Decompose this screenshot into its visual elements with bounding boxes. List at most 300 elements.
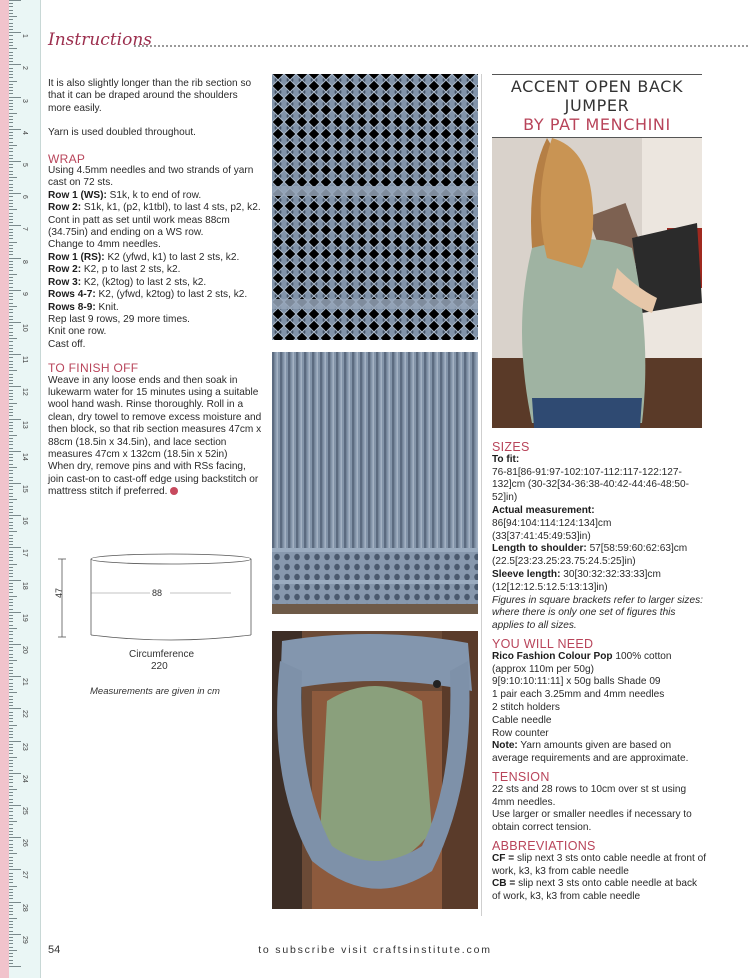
ruler-tick (9, 554, 13, 555)
ruler-tick (9, 270, 13, 271)
ruler-tick (9, 374, 13, 375)
ruler-tick (9, 914, 13, 915)
ruler-tick (9, 77, 13, 78)
ruler-tick (9, 628, 17, 629)
ruler-number: 18 (21, 581, 28, 590)
end-dot-icon (170, 487, 178, 495)
ruler-number: 29 (21, 935, 28, 944)
ruler-tick (9, 74, 13, 75)
ruler-tick (9, 496, 13, 497)
ruler-tick (9, 460, 13, 461)
ruler-tick (9, 621, 13, 622)
ruler-tick (9, 860, 13, 861)
tension-advice: Use larger or smaller needles if necessary to obtain correct tension. (492, 809, 692, 834)
ruler-tick (9, 448, 13, 449)
ruler-tick (9, 338, 17, 339)
ruler-tick (9, 828, 13, 829)
ruler-tick (9, 428, 13, 429)
ruler-tick (9, 242, 17, 243)
ruler-tick (9, 48, 17, 49)
ruler-tick (9, 509, 13, 510)
ruler-tick (9, 525, 13, 526)
ruler-tick (9, 815, 13, 816)
ruler-tick (9, 753, 13, 754)
ruler-tick (9, 831, 13, 832)
ruler-tick (9, 834, 13, 835)
ruler-tick (9, 902, 21, 903)
ruler-tick (9, 631, 13, 632)
length-value: 57[58:59:60:62:63]cm (22.5[23:23.25:23.75:24.5:25]in) (492, 543, 688, 568)
ruler-number: 10 (21, 324, 28, 332)
ruler-tick (9, 618, 13, 619)
ruler-tick (9, 799, 13, 800)
ruler-tick (9, 129, 21, 130)
ruler-tick (9, 277, 13, 278)
finish-paragraph: Weave in any loose ends and then soak in lukewarm water for 15 minutes using a suitable wool hand wash. Rinse thoroughly. Roll in a clean, dry towel to remove excess moisture and then block, so that rib section measures 47cm x 88cm (18.5in x 34.5in), and lace section measures 47cm x 132cm (18.5in x 52in) (48, 374, 262, 460)
ruler-tick (9, 274, 17, 275)
ruler-tick (9, 844, 13, 845)
material-item: 1 pair each 3.25mm and 4mm needles (492, 689, 665, 701)
ruler-tick (9, 515, 21, 516)
ruler-tick (9, 35, 13, 36)
ruler-tick (9, 283, 13, 284)
ruler-tick (9, 702, 13, 703)
ruler-tick (9, 766, 13, 767)
row-text: Change to 4mm needles. (48, 239, 161, 251)
row-label: Row 1 (WS): (48, 189, 107, 201)
ruler-tick (9, 431, 13, 432)
title-line-1: ACCENT OPEN BACK (510, 77, 684, 96)
ruler-tick (9, 312, 13, 313)
ruler-tick (9, 309, 13, 310)
ruler-tick (9, 779, 13, 780)
ruler-tick (9, 589, 13, 590)
ruler-tick (9, 177, 17, 178)
ruler-tick (9, 235, 13, 236)
yarn-name: Rico Fashion Colour Pop (492, 650, 613, 662)
wrap-row-line (48, 239, 263, 251)
row-text: Cast off. (48, 338, 86, 350)
ruler-number: 4 (21, 130, 28, 135)
ruler-tick (9, 203, 13, 204)
ruler-tick (9, 898, 13, 899)
ruler-number: 19 (21, 613, 28, 622)
ruler-tick (9, 403, 17, 404)
ruler-tick (9, 853, 17, 854)
ruler-tick (9, 422, 13, 423)
row-label: Rows 4-7: (48, 289, 96, 301)
ruler-tick (9, 32, 21, 33)
ruler-tick (9, 16, 17, 17)
intro-yarn-note: Yarn is used doubled throughout. (48, 127, 196, 139)
ruler-tick (9, 499, 17, 500)
ruler-tick (9, 6, 13, 7)
row-text: K2, p to last 2 sts, k2. (81, 264, 181, 276)
ruler-tick (9, 200, 13, 201)
ruler-tick (9, 26, 13, 27)
ruler-tick (9, 940, 13, 941)
wrap-row-line (48, 339, 263, 351)
ruler-tick (9, 348, 13, 349)
sleeve-value: 30[30:32:32:33:33]cm (12[12:12.5:12.5:13:13]in) (492, 568, 661, 593)
ruler-tick (9, 956, 13, 957)
ruler-tick (9, 328, 13, 329)
ruler-tick (9, 290, 21, 291)
ruler-tick (9, 625, 13, 626)
ruler-tick (9, 560, 13, 561)
ruler-number: 28 (21, 903, 28, 912)
ruler-number: 14 (21, 452, 28, 461)
ruler-tick (9, 602, 13, 603)
ruler-tick (9, 454, 13, 455)
ruler-tick (9, 451, 21, 452)
page-header (48, 30, 748, 54)
wrap-row-line (48, 202, 263, 214)
ruler-tick (9, 728, 13, 729)
ruler-number: 23 (21, 742, 28, 751)
ruler-tick (9, 264, 13, 265)
ruler-tick (9, 757, 17, 758)
tension-text: 22 sts and 28 rows to 10cm over st st using 4mm needles. (492, 783, 687, 808)
ruler-tick (9, 335, 13, 336)
ruler-tick (9, 699, 13, 700)
wrap-row-line (48, 264, 263, 276)
ruler-tick (9, 869, 21, 870)
ruler-tick (9, 213, 13, 214)
cf-label: CF = (492, 852, 515, 864)
ruler-tick (9, 760, 13, 761)
ruler-tick (9, 918, 17, 919)
ruler-number: 16 (21, 517, 28, 525)
ruler-tick (9, 570, 13, 571)
ruler-tick (9, 911, 13, 912)
finish-heading: TO FINISH OFF (48, 361, 139, 376)
ruler-tick (9, 725, 17, 726)
ruler-tick (9, 895, 13, 896)
ruler-tick (9, 351, 13, 352)
ruler-number: 6 (21, 195, 28, 200)
actual-measurement-label: Actual measurement: (492, 504, 595, 516)
ruler-tick (9, 663, 13, 664)
ruler-tick (9, 609, 13, 610)
ruler-tick (9, 13, 13, 14)
ruler-tick (9, 531, 17, 532)
diagram-caption: Measurements are given in cm (90, 686, 220, 697)
ruler-tick (9, 55, 13, 56)
fit-label: To fit: (492, 453, 520, 465)
ruler-number: 22 (21, 710, 28, 719)
ruler-tick (9, 322, 21, 323)
ruler-tick (9, 457, 13, 458)
ruler-tick (9, 196, 13, 197)
ruler-tick (9, 319, 13, 320)
ruler-tick (9, 660, 17, 661)
ruler-tick (9, 245, 13, 246)
ruler-tick (9, 332, 13, 333)
ruler-tick (9, 325, 13, 326)
ruler-tick (9, 174, 13, 175)
ruler-tick (9, 444, 13, 445)
row-label: Row 2: (48, 202, 82, 214)
ruler-tick (9, 715, 13, 716)
ruler-tick (9, 71, 13, 72)
ruler-tick (9, 654, 13, 655)
ruler-tick (9, 180, 13, 181)
ruler-number: 3 (21, 98, 28, 103)
ruler-tick (9, 293, 13, 294)
ruler-tick (9, 696, 13, 697)
ruler-number: 8 (21, 259, 28, 264)
ruler-tick (9, 518, 13, 519)
column-divider (481, 74, 482, 916)
ruler-tick (9, 782, 13, 783)
ruler-tick (9, 689, 13, 690)
model-wearing-wrap-photo (272, 631, 478, 909)
ruler-tick (9, 776, 13, 777)
ruler-tick (9, 541, 13, 542)
ruler-tick (9, 557, 13, 558)
ruler-tick (9, 657, 13, 658)
ruler-tick (9, 583, 13, 584)
ruler-tick (9, 306, 17, 307)
lace-swatch-photo (272, 74, 478, 340)
ruler-tick (9, 483, 21, 484)
ruler-tick (9, 42, 13, 43)
ruler-tick (9, 219, 13, 220)
ruler-tick (9, 857, 13, 858)
material-item: Row counter (492, 727, 549, 739)
ruler-tick (9, 873, 13, 874)
ruler-tick (9, 119, 13, 120)
tension-heading: TENSION (492, 769, 550, 784)
row-text: Knit one row. (48, 326, 107, 338)
ruler-number: 7 (21, 227, 28, 232)
row-text: K2, (k2tog) to last 2 sts, k2. (81, 276, 207, 288)
ruler-tick (9, 683, 13, 684)
ruler-tick (9, 676, 21, 677)
ruler-tick (9, 412, 13, 413)
ruler-tick (9, 535, 13, 536)
circumference-label: Circumference (129, 649, 195, 660)
ruler-tick (9, 367, 13, 368)
ruler-tick (9, 216, 13, 217)
ruler-tick (9, 934, 21, 935)
ruler-tick (9, 528, 13, 529)
ruler-tick (9, 770, 13, 771)
ruler-tick (9, 863, 13, 864)
ruler-tick (9, 506, 13, 507)
ruler-tick (9, 438, 13, 439)
row-label: Row 3: (48, 276, 82, 288)
ruler-tick (9, 567, 13, 568)
ruler-tick (9, 167, 13, 168)
wrap-row-line (48, 190, 263, 202)
ruler-number: 21 (21, 678, 28, 686)
ruler-tick (9, 808, 13, 809)
ruler-tick (9, 670, 13, 671)
ruler-tick (9, 409, 13, 410)
ruler-tick (9, 113, 17, 114)
ruler-tick (9, 750, 13, 751)
ruler-tick (9, 908, 13, 909)
ruler-tick (9, 931, 13, 932)
ruler-tick (9, 773, 21, 774)
row-label: Row 1 (RS): (48, 251, 105, 263)
ruler-tick (9, 415, 13, 416)
wrap-row-line (48, 215, 263, 240)
ruler-tick (9, 90, 13, 91)
ruler-tick (9, 386, 21, 387)
length-label: Length to shoulder: (492, 543, 587, 555)
ruler-tick (9, 512, 13, 513)
ruler-tick (9, 52, 13, 53)
row-text: Cont in patt as set until work meas 88cm (34.75in) and ending on a WS row. (48, 214, 230, 239)
row-text: Knit. (95, 301, 119, 313)
ruler-tick (9, 39, 13, 40)
ruler-tick (9, 818, 13, 819)
ruler-tick (9, 731, 13, 732)
pattern-details-column (492, 441, 707, 904)
finish-paragraph-2: When dry, remove pins and with RSs facing, join cast-on to cast-off edge using backstitch or mattress stitch if preferred. (48, 461, 259, 498)
ruler-tick (9, 145, 17, 146)
ruler-tick (9, 644, 21, 645)
ruler-tick (9, 138, 13, 139)
ruler-tick (9, 377, 13, 378)
ruler-tick (9, 383, 13, 384)
ruler-tick (9, 840, 13, 841)
ruler-tick (9, 164, 13, 165)
ruler-tick (9, 650, 13, 651)
intro-paragraph: It is also slightly longer than the rib section so that it can be draped around the shoulders more easily. (48, 78, 252, 114)
ruler-tick (9, 100, 13, 101)
ruler-tick (9, 580, 21, 581)
ruler-tick (9, 667, 13, 668)
ruler-tick (9, 87, 13, 88)
ruler-tick (9, 786, 13, 787)
ruler-tick (9, 258, 21, 259)
ruler-number: 2 (21, 66, 28, 71)
ruler-number: 20 (21, 646, 28, 654)
ruler-number: 9 (21, 291, 28, 296)
ruler-tick (9, 596, 17, 597)
ruler-tick (9, 802, 13, 803)
ruler-tick (9, 345, 13, 346)
instructions-column (48, 78, 263, 499)
ruler-number: 26 (21, 839, 28, 847)
ruler-tick (9, 544, 13, 545)
wrap-row-line (48, 277, 263, 289)
row-text: Using 4.5mm needles and two strands of yarn cast on 72 sts. (48, 165, 254, 189)
ruler-tick (9, 0, 21, 1)
ruler-tick (9, 316, 13, 317)
ruler-tick (9, 232, 13, 233)
height-label: 47 (54, 587, 64, 598)
ruler-tick (9, 19, 13, 20)
wrap-heading: WRAP (48, 151, 86, 166)
ruler-tick (9, 193, 21, 194)
ruler-tick (9, 126, 13, 127)
ruler-tick (9, 142, 13, 143)
ruler-tick (9, 638, 13, 639)
ruler-tick (9, 103, 13, 104)
ruler-tick (9, 261, 13, 262)
ruler-tick (9, 357, 13, 358)
ruler-tick (9, 299, 13, 300)
material-item: 2 stitch holders (492, 701, 560, 713)
ruler-tick (9, 876, 13, 877)
ruler-tick (9, 837, 21, 838)
ruler-number: 17 (21, 549, 28, 558)
ruler-tick (9, 29, 13, 30)
ruler-tick (9, 364, 13, 365)
ruler-tick (9, 866, 13, 867)
ruler-tick (9, 473, 13, 474)
ruler-tick (9, 592, 13, 593)
ruler-tick (9, 380, 13, 381)
ruler-tick (9, 882, 13, 883)
ruler-tick (9, 889, 13, 890)
ruler-tick (9, 464, 13, 465)
actual-measurement-value: 86[94:104:114:124:134]cm (33[37:41:45:49:53]in) (492, 517, 612, 542)
ruler-tick (9, 493, 13, 494)
ruler-tick (9, 248, 13, 249)
ruler-tick (9, 811, 13, 812)
row-label: Rows 8-9: (48, 301, 96, 313)
ruler-tick (9, 190, 13, 191)
jumper-back-photo (492, 138, 702, 428)
ruler-tick (9, 93, 13, 94)
ruler-tick (9, 68, 13, 69)
side-ruler (0, 0, 41, 978)
ruler-tick (9, 789, 17, 790)
wrap-instructions (48, 165, 263, 351)
ruler-tick (9, 10, 13, 11)
ruler-tick (9, 238, 13, 239)
ruler-tick (9, 673, 13, 674)
ruler-number: 24 (21, 774, 28, 783)
ruler-tick (9, 151, 13, 152)
ruler-number: 12 (21, 388, 28, 397)
ruler-tick (9, 225, 21, 226)
ruler-tick (9, 419, 21, 420)
ruler-tick (9, 135, 13, 136)
ruler-tick (9, 97, 21, 98)
width-label: 88 (152, 588, 163, 598)
ruler-tick (9, 222, 13, 223)
ruler-tick (9, 824, 13, 825)
ruler-tick (9, 184, 13, 185)
ruler-tick (9, 441, 13, 442)
wrap-row-line (48, 314, 263, 326)
ruler-tick (9, 155, 13, 156)
ruler-tick (9, 605, 13, 606)
ruler-tick (9, 187, 13, 188)
ruler-tick (9, 354, 21, 355)
tube-bottom-curve (91, 635, 251, 640)
ruler-tick (9, 361, 13, 362)
ruler-tick (9, 399, 13, 400)
wrap-row-line (48, 252, 263, 264)
yarn-description: 100% cotton (approx 110m per 50g) (492, 650, 672, 675)
you-will-need-heading: YOU WILL NEED (492, 636, 594, 651)
ruler-tick (9, 45, 13, 46)
ruler-tick (9, 586, 13, 587)
ruler-tick (9, 573, 13, 574)
ruler-tick (9, 171, 13, 172)
ruler-tick (9, 538, 13, 539)
ruler-tick (9, 122, 13, 123)
ruler-tick (9, 393, 13, 394)
